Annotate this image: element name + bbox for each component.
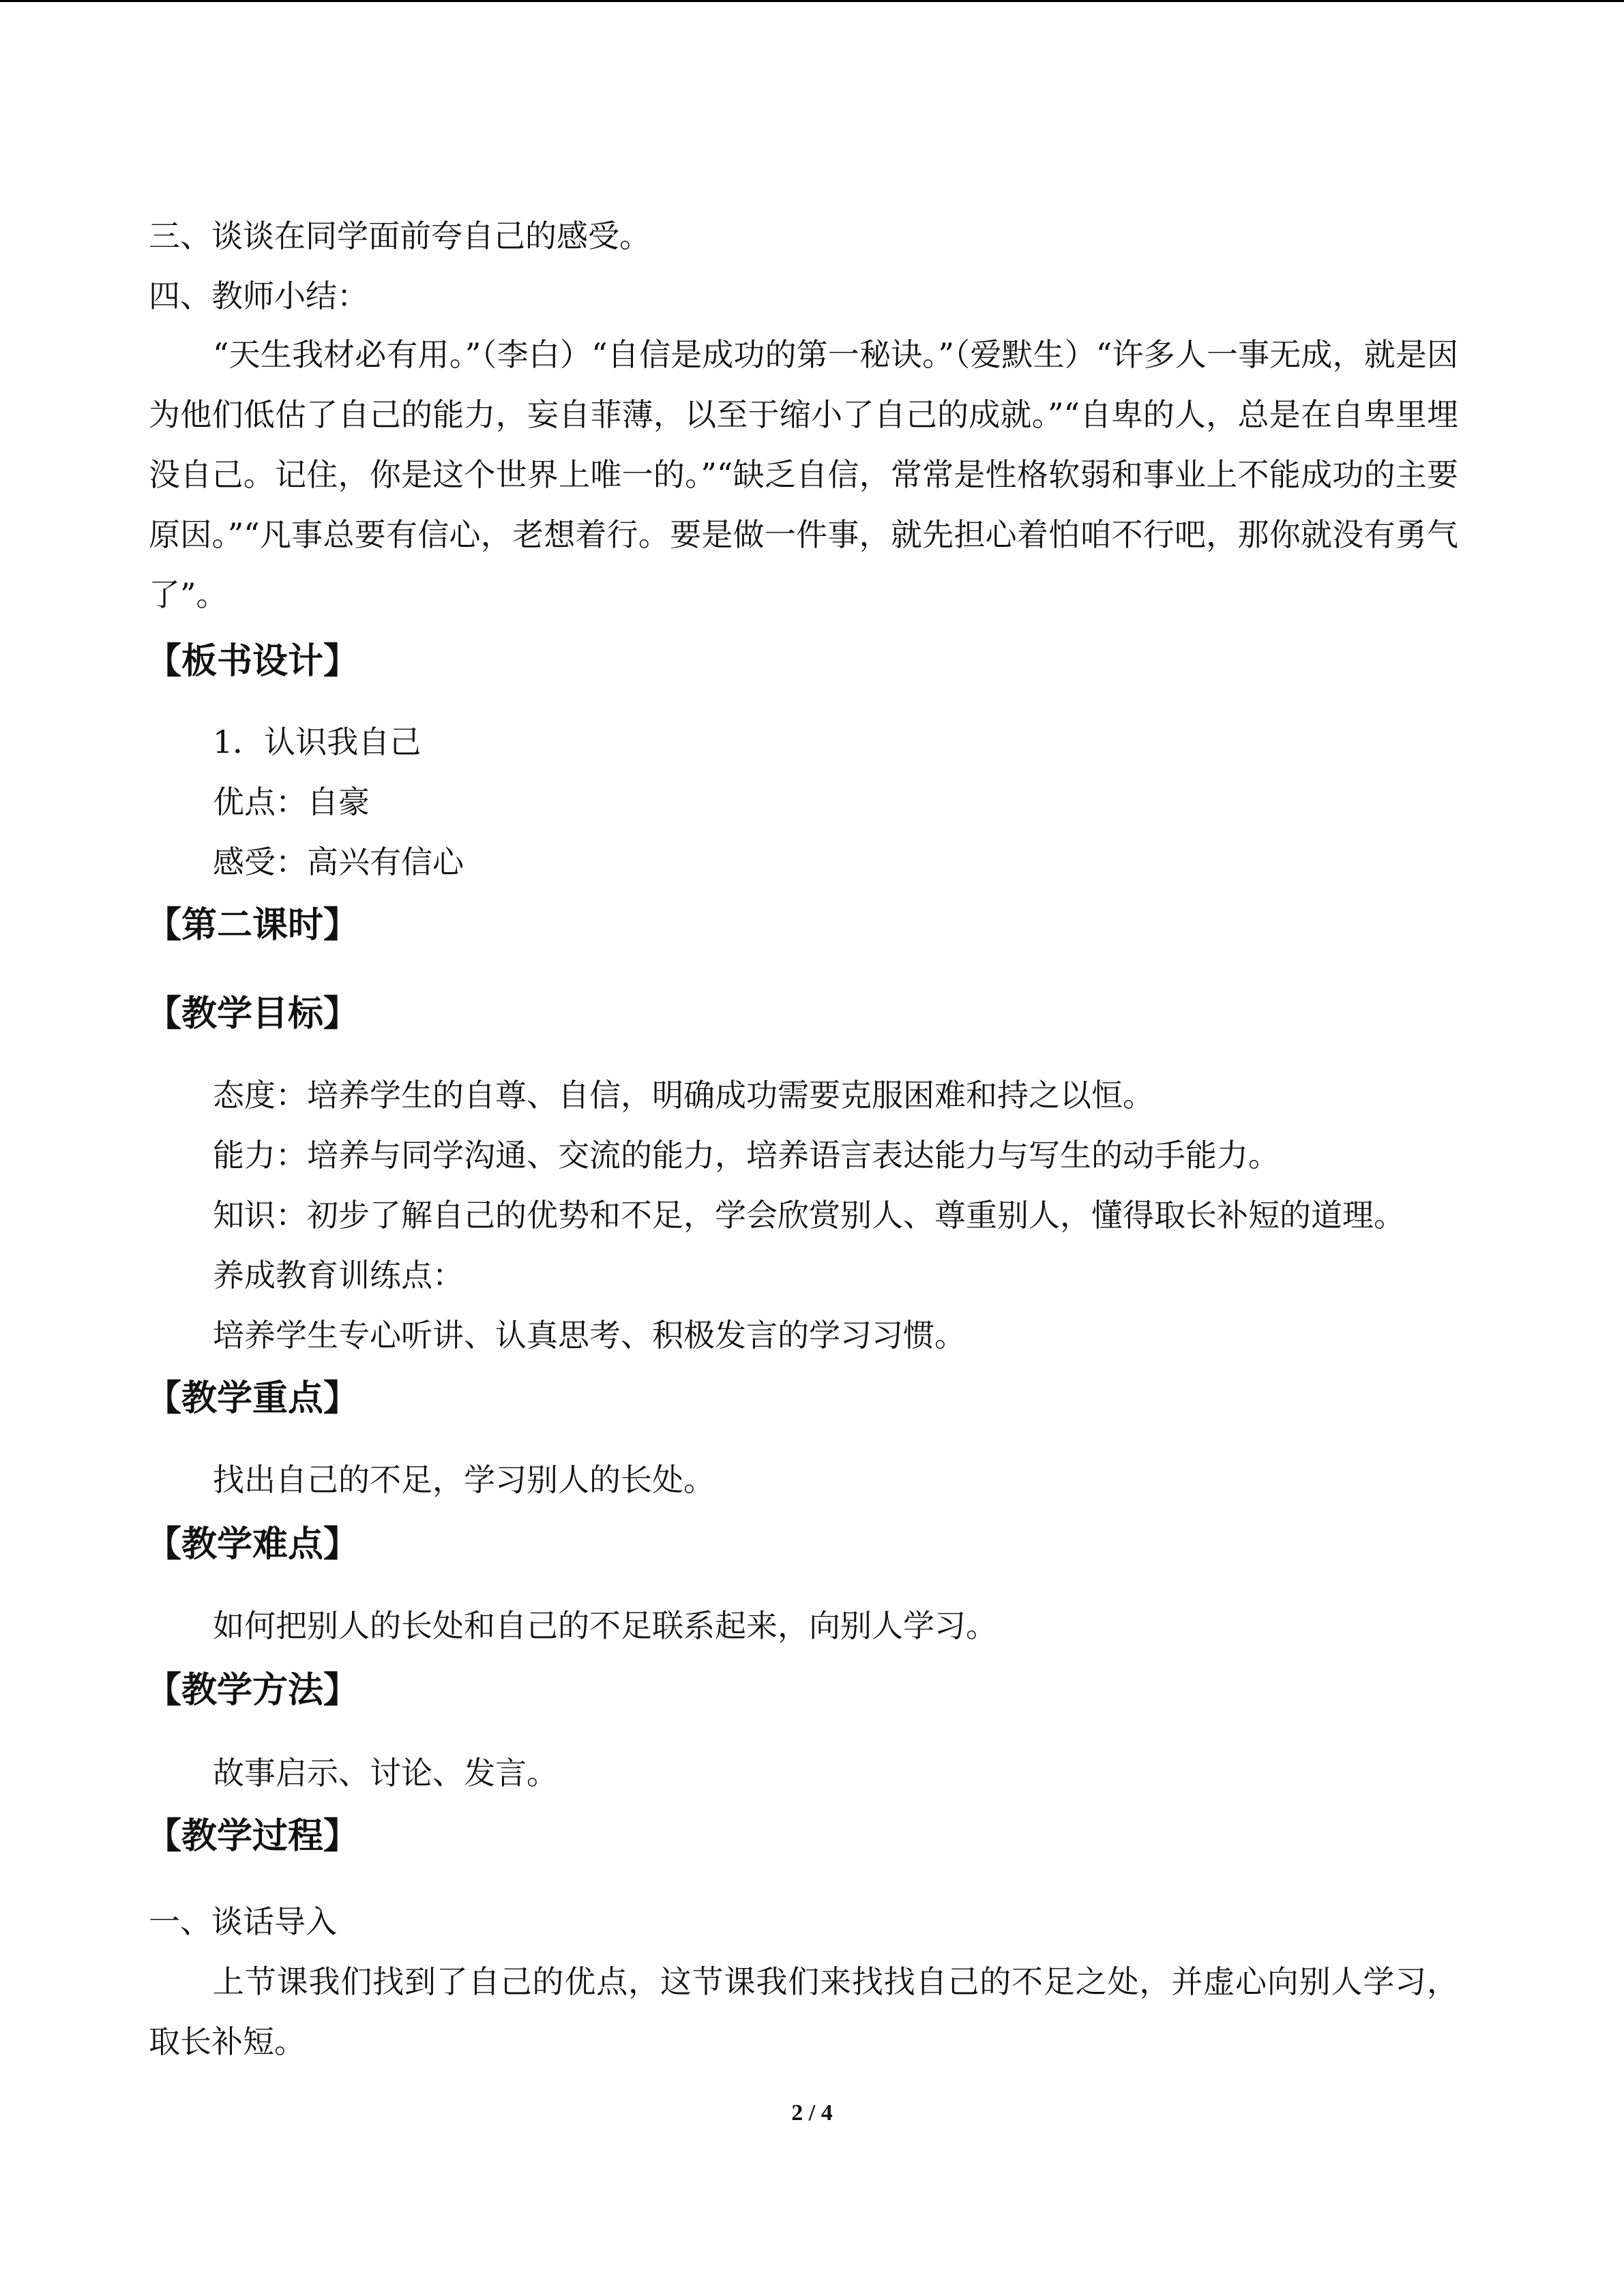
board-item-2: 优点：自豪 [213,784,370,820]
difficulty-text: 如何把别人的长处和自己的不足联系起来，向别人学习。 [213,1607,997,1644]
heading-teaching-process: 【教学过程】 [146,1816,359,1857]
process-step-1-title: 一、谈话导入 [149,1903,337,1940]
heading-teaching-difficulty: 【教学难点】 [146,1524,359,1565]
goal-habit-title: 养成教育训练点： [213,1257,464,1294]
board-item-1: 1．认识我自己 [213,724,422,760]
key-point-text: 找出自己的不足，学习别人的长处。 [213,1461,715,1498]
heading-teaching-key-point: 【教学重点】 [146,1378,359,1419]
section-three-line: 三、谈谈在同学面前夸自己的感受。 [149,218,651,254]
heading-teaching-goals: 【教学目标】 [146,994,359,1034]
heading-second-lesson: 【第二课时】 [146,905,359,946]
goal-knowledge: 知识：初步了解自己的优势和不足，学会欣赏别人、尊重别人，懂得取长补短的道理。 [213,1197,1405,1234]
method-text: 故事启示、讨论、发言。 [213,1755,558,1791]
goal-habit: 培养学生专心听讲、认真思考、积极发言的学习习惯。 [213,1317,966,1354]
goal-ability: 能力：培养与同学沟通、交流的能力，培养语言表达能力与写生的动手能力。 [213,1137,1280,1174]
page-number: 2 / 4 [791,2100,833,2126]
heading-board-design: 【板书设计】 [146,641,359,682]
process-step-1-text: 上节课我们找到了自己的优点，这节课我们来找找自己的不足之处，并虚心向别人学习，取长补短。 [149,1963,1458,2060]
goal-attitude: 态度：培养学生的自尊、自信，明确成功需要克服困难和持之以恒。 [213,1077,1154,1114]
teacher-summary-quotes: “天生我材必有用。”（李白）“自信是成功的第一秘诀。”（爱默生）“许多人一事无成，就是因为他们低估了自己的能力，妄自菲薄，以至于缩小了自己的成就。”“自卑的人，总是在自卑里埋没自己。记住，你是这个世界上唯一的。”“缺乏自信，常常是性格软弱和事业上不能成功的主要原因。”“凡事总要有信心，老想着行。要是做一件事，就先担心着怕咱不行吧，那你就没有勇气了”。 [149,336,1458,613]
section-four-title: 四、教师小结： [149,278,368,314]
board-item-3: 感受：高兴有信心 [213,844,464,880]
heading-teaching-method: 【教学方法】 [146,1670,359,1711]
